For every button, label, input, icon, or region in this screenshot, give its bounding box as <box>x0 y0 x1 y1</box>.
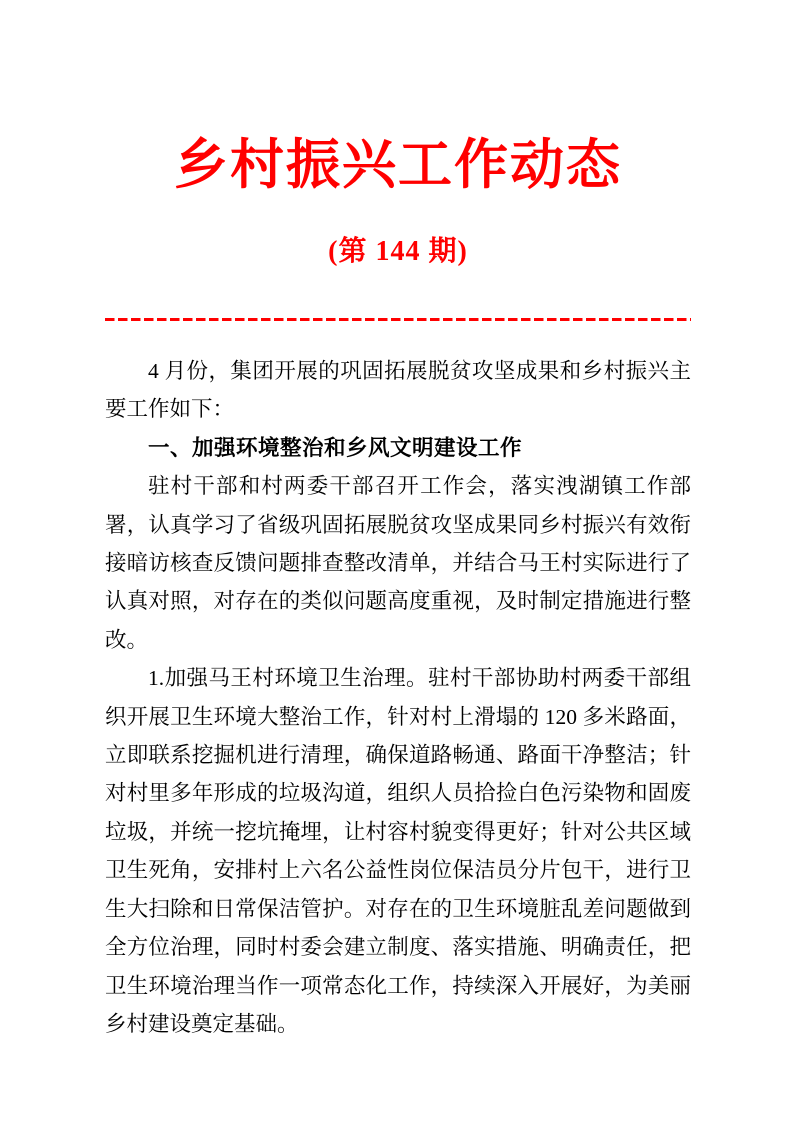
section-1-paragraph-1: 驻村干部和村两委干部召开工作会，落实洩湖镇工作部署，认真学习了省级巩固拓展脱贫攻坚成果同乡村振兴有效衔接暗访核查反馈问题排查整改清单，并结合马王村实际进行了认真对照，对存在的类似问题高度重视，及时制定措施进行整改。 <box>105 474 691 652</box>
document-title: 乡村振兴工作动态 <box>174 135 622 195</box>
intro-paragraph: 4 月份，集团开展的巩固拓展脱贫攻坚成果和乡村振兴主要工作如下： <box>105 359 691 422</box>
section-1-heading: 一、加强环境整治和乡风文明建设工作 <box>148 435 523 460</box>
document-body <box>105 352 691 1043</box>
red-dashed-divider <box>105 318 691 321</box>
issue-number: (第 144 期) <box>328 236 468 267</box>
section-1-paragraph-2: 1.加强马王村环境卫生治理。驻村干部协助村两委干部组织开展卫生环境大整治工作，针对村上滑塌的 120 多米路面，立即联系挖掘机进行清理，确保道路畅通、路面干净整洁；针对村里多年形成的垃圾沟道，组织人员拾捡白色污染物和固废垃圾，并统一挖坑掩埋，让村容村貌变得更好；针对公共区域卫生死角，安排村上六名公益性岗位保洁员分片包干，进行卫生大扫除和日常保洁管护。对存在的卫生环境脏乱差问题做到全方位治理，同时村委会建立制度、落实措施、明确责任，把卫生环境治理当作一项常态化工作，持续深入开展好，为美丽乡村建设奠定基础。 <box>105 666 691 1036</box>
